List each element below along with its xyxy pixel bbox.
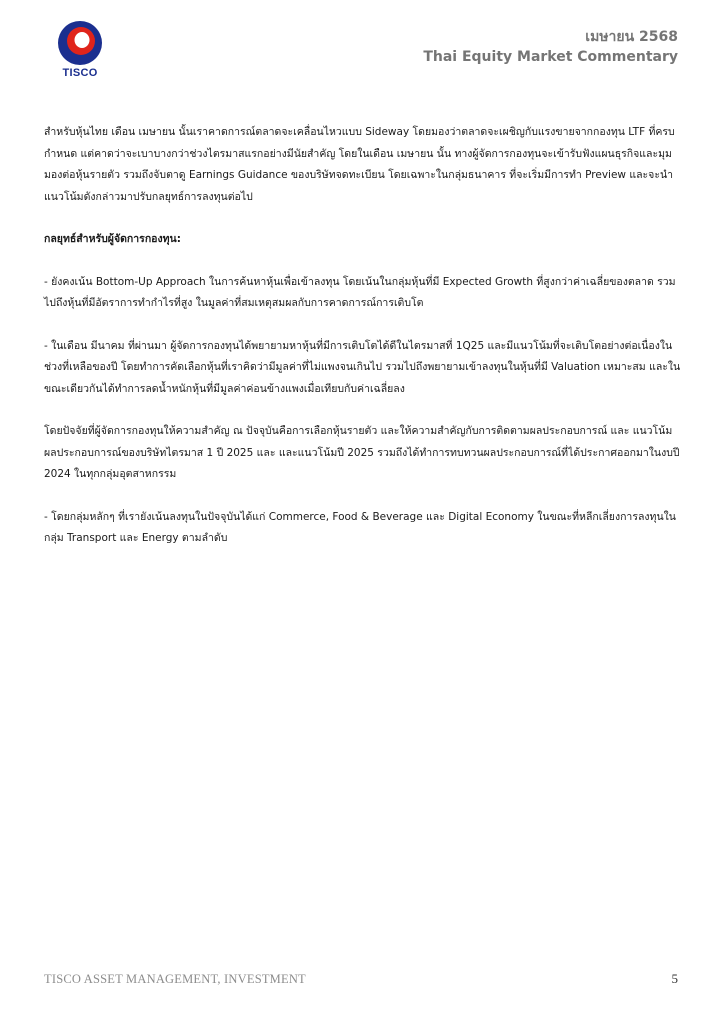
tisco-logo	[52, 20, 108, 84]
report-date: เมษายน 2568	[585, 29, 678, 45]
strategy-point: - ในเดือน มีนาคม ที่ผ่านมา ผู้จัดการกองทุนได้พยายามหาหุ้นที่มีการเติบโตได้ดีในไตรมาสที่ 1Q25 และมีแนวโน้มที่จะเติบโตอย่างต่อเนื่องในช่วงที่เหลือของปี โดยทำการคัดเลือกหุ้นที่เราคิดว่ามีมูลค่าที่ไม่แพงจนเกินไป รวมไปถึงพยายามเข้าลงทุนในหุ้นที่มี Valuation เหมาะสม และในขณะเดียวกันได้ทำการลดน้ำหนักหุ้นที่มีมูลค่าค่อนข้างแพงเมื่อเทียบกับค่าเฉลี่ยลง	[44, 339, 681, 395]
strategy-point: - โดยกลุ่มหลักๆ ที่เรายังเน้นลงทุนในปัจจุบันได้แก่ Commerce, Food & Beverage และ Digital Economy ในขณะที่หลีกเลี่ยงการลงทุนในกลุ่ม Transport และ Energy ตามลำดับ	[44, 510, 676, 544]
market-outlook-paragraph: สำหรับหุ้นไทย เดือน เมษายน นั้นเราคาดการณ์ตลาดจะเคลื่อนไหวแบบ Sideway โดยมองว่าตลาดจะเผชิญกับแรงขายจากกองทุน LTF ที่ครบกำหนด แต่คาดว่าจะเบาบางกว่าช่วงไตรมาสแรกอย่างมีนัยสำคัญ โดยในเดือน เมษายน นั้น ทางผู้จัดการกองทุนจะเข้ารับฟังแผนธุรกิจและมุมมองต่อหุ้นรายตัว รวมถึงจับตาดู Earnings Guidance ของบริษัทจดทะเบียน โดยเฉพาะในกลุ่มธนาคาร ที่จะเริ่มมีการทำ Preview และจะนำแนวโน้มดังกล่าวมาปรับกลยุทธ์การลงทุนต่อไป	[44, 126, 675, 203]
strategy-point: โดยปัจจัยที่ผู้จัดการกองทุนให้ความสำคัญ ณ ปัจจุบันคือการเลือกหุ้นรายตัว และให้ความสำคัญกับการติดตามผลประกอบการณ์ และ แนวโน้มผลประกอบการณ์ของบริษัทไตรมาส 1 ปี 2025 และ และแนวโน้มปี 2025 รวมถึงได้ทำการทบทวนผลประกอบการณ์ที่ได้ประกาศออกมาในงบปี 2024 ในทุกกลุ่มอุตสาหกรรม	[44, 425, 680, 480]
document-header	[423, 28, 678, 68]
commentary-body	[44, 122, 684, 571]
tisco-logo-mark	[52, 20, 108, 68]
page-number: 5	[671, 971, 678, 986]
logo-wordmark: TISCO	[62, 67, 98, 79]
report-title: Thai Equity Market Commentary	[423, 49, 678, 65]
footer-company: TISCO ASSET MANAGEMENT, INVESTMENT	[44, 972, 306, 986]
strategy-point: - ยังคงเน้น Bottom-Up Approach ในการค้นหาหุ้นเพื่อเข้าลงทุน โดยเน้นในกลุ่มหุ้นที่มี Expected Growth ที่สูงกว่าค่าเฉลี่ยของตลาด รวมไปถึงหุ้นที่มีอัตราการทำกำไรที่สูง ในมูลค่าที่สมเหตุสมผลกับการคาดการณ์การเติบโต	[44, 275, 676, 309]
strategy-heading: กลยุทธ์สำหรับผู้จัดการกองทุน:	[44, 233, 181, 245]
